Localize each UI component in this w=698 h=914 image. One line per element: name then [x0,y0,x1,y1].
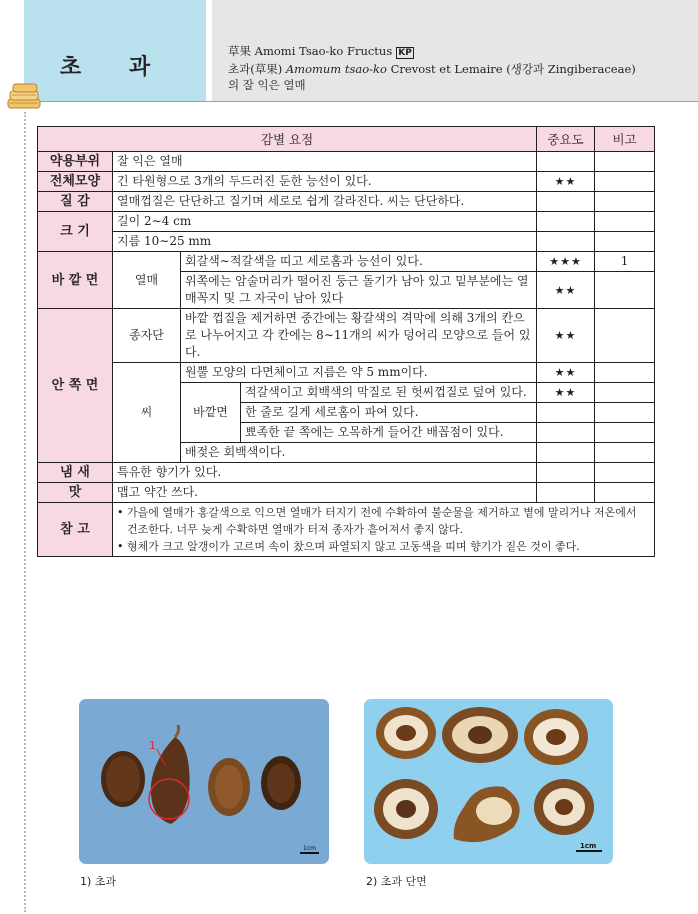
scale-label: 1cm [303,845,316,852]
header-description [228,43,636,93]
importance-stars: ★★ [537,309,595,363]
sub-label: 열매 [113,252,181,309]
table-row [38,309,655,363]
importance-stars: ★★ [537,172,595,192]
row-label: 냄 새 [38,463,113,483]
row-label: 참 고 [38,503,113,557]
row-text: 원뿔 모양의 다면체이고 지름은 약 5 mm이다. [181,363,537,383]
table-row [38,172,655,192]
row-label: 전체모양 [38,172,113,192]
row-text: 위쪽에는 암술머리가 떨어진 둥근 돌기가 남아 있고 밑부분에는 열매꼭지 및 그 자국이 남아 있다 [181,272,537,309]
identification-table [37,126,655,557]
row-text: 특유한 향기가 있다. [113,463,537,483]
row-text: 열매껍질은 단단하고 질기며 세로로 쉽게 갈라진다. 씨는 단단하다. [113,192,537,212]
note-item: • 가을에 열매가 홍갈색으로 익으면 열매가 터지기 전에 수확하여 불순물을 제거하고 볕에 말리거나 저온에서 건조한다. 너무 늦게 수확하면 열매가 터져 종자가 흩어져서 좋지 않다. [117,506,637,536]
header-remarks: 비고 [595,127,655,152]
row-text: 배젖은 회백색이다. [181,443,537,463]
table-row [38,232,655,252]
table-row [38,212,655,232]
book-stack-icon [4,82,44,112]
row-label: 안 쪽 면 [38,309,113,463]
header-importance: 중요도 [537,127,595,152]
table-row [38,152,655,172]
row-label: 질 감 [38,192,113,212]
row-label: 바 깥 면 [38,252,113,309]
page-title: 초 과 [59,55,171,80]
row-text: 길이 2∼4 cm [113,212,537,232]
binding-dotted-line [24,112,26,912]
row-text: 뾰족한 끝 쪽에는 오목하게 들어간 배꼽점이 있다. [241,423,537,443]
table-row [38,503,655,557]
fig1-marker: 1 [149,739,156,752]
row-text: 바깥 껍질을 제거하면 중간에는 황갈색의 격막에 의해 3개의 칸으로 나누어지고 각 칸에는 8∼11개의 씨가 덩어리 모양으로 들어 있다. [181,309,537,363]
table-row [38,363,655,383]
line2-prefix: 초과(草果) [228,62,283,76]
notes-text [113,503,655,557]
table-row [38,483,655,503]
sub-label: 종자단 [113,309,181,363]
importance-stars: ★★ [537,363,595,383]
line3: 의 잘 익은 열매 [228,78,306,92]
note-item: • 형체가 크고 알갱이가 고르며 속이 찼으며 파열되지 않고 고동색을 띠며 향기가 짙은 것이 좋다. [117,540,580,553]
table-row [38,463,655,483]
row-label: 맛 [38,483,113,503]
row-text: 지름 10∼25 mm [113,232,537,252]
line2-suffix: Crevost et Lemaire (생강과 Zingiberaceae) [390,62,636,76]
row-text: 회갈색∼적갈색을 띠고 세로홈과 능선이 있다. [181,252,537,272]
row-text: 잘 익은 열매 [113,152,537,172]
table-row [38,192,655,212]
importance-stars: ★★★ [537,252,595,272]
row-text: 긴 타원형으로 3개의 두드러진 둔한 능선이 있다. [113,172,537,192]
figure-caption: 1) 초과 [80,875,117,888]
row-text: 적갈색이고 회백색의 막질로 된 헛씨껍질로 덮여 있다. [241,383,537,403]
remark-value: 1 [595,252,655,272]
table-header-row [38,127,655,152]
table-row [38,252,655,272]
sub-label: 씨 [113,363,181,463]
sub-label: 바깥면 [181,383,241,443]
row-label: 크 기 [38,212,113,252]
row-text: 한 줄로 길게 세로홈이 파여 있다. [241,403,537,423]
row-text: 맵고 약간 쓰다. [113,483,537,503]
latin-name: 草果 Amomi Tsao-ko Fructus [228,44,393,58]
kp-badge: KP [398,48,412,58]
photo-cross-section [364,699,613,864]
header-divider [24,101,698,102]
scale-label: 1cm [580,842,597,850]
species-name: Amomum tsao-ko [285,62,387,76]
row-label: 약용부위 [38,152,113,172]
importance-stars: ★★ [537,272,595,309]
header-points: 감별 요점 [38,127,537,152]
photo-whole-fruit [79,699,329,864]
importance-stars: ★★ [537,383,595,403]
figure-caption: 2) 초과 단면 [366,875,427,888]
